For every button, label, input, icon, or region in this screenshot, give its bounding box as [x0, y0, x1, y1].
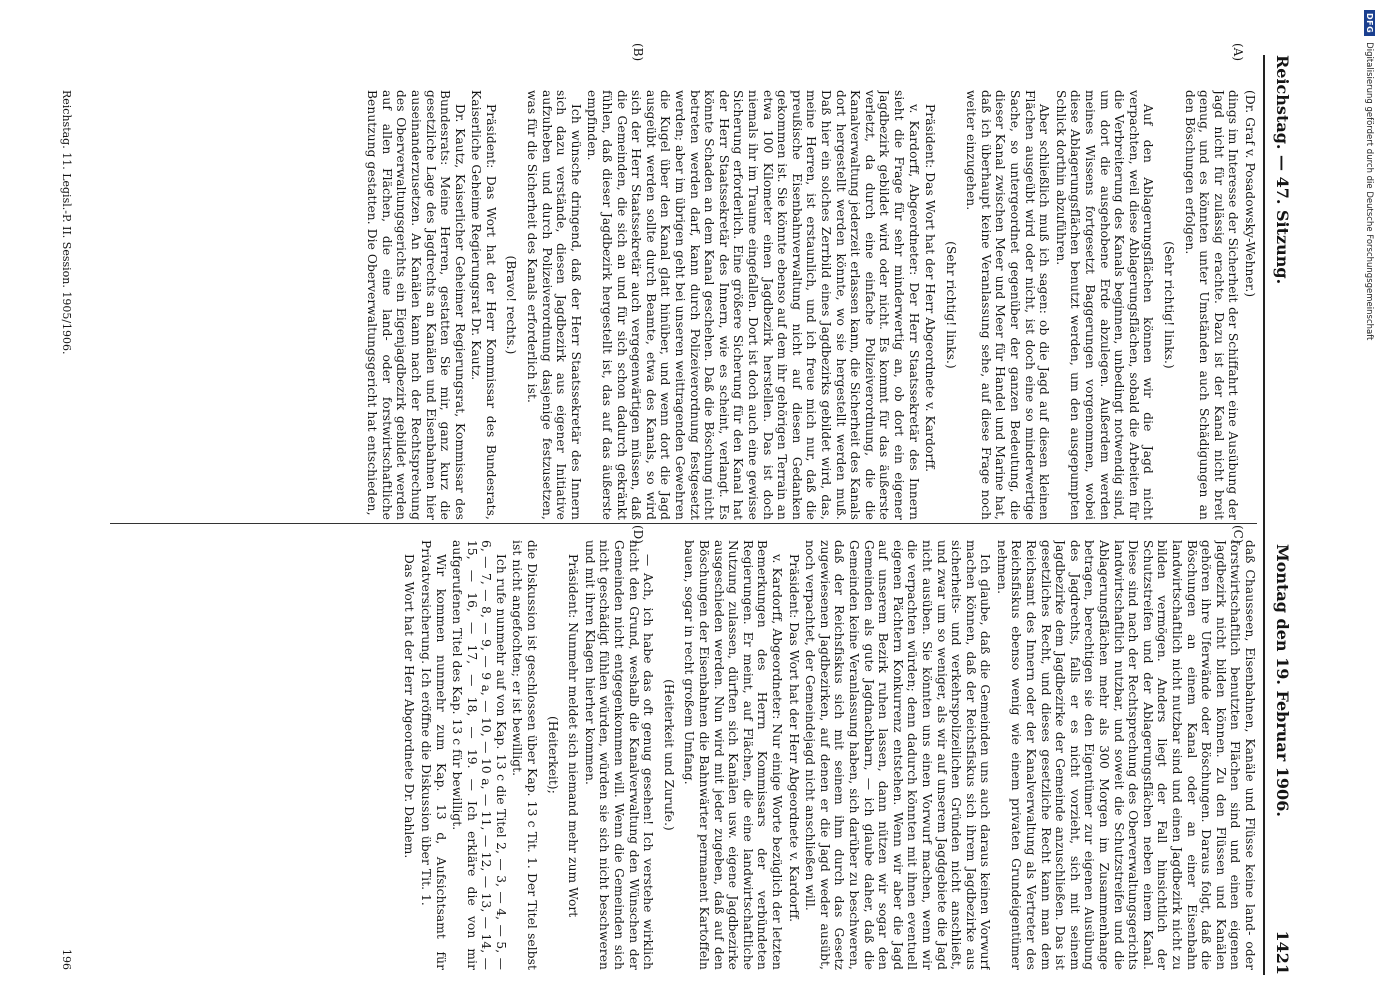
right-column-paragraph: daß Chausseen, Eisenbahnen, Kanäle und Flüsse keine land- oder forstwirtschaftlich benutzten Flächen sind und einen eigenen Jagdbezirk nicht bilden können. Zu den Flüssen und Kanälen gehören ihre Uferwände oder Böschungen. Daraus folgt, daß die Böschungen an einem Kanal oder an einer Eisenbahn landwirtschaftlich nicht nutzbar sind und einen Jagdbezirk nicht zu bilden vermögen. Anders liegt der Fall hinsichtlich der Schutzstreifen und der Ablagerungsflächen neben einem Kanal. Diese sind nach der Rechtsprechung des Oberverwaltungsgerichts landwirtschaftlich nutzbar, und soweit die Schutzstreifen und die Ablagerungsflächen mehr als 300 Morgen im Zusammenhange betragen, berechtigen sie den Eigentümer zur eigenen Ausübung des Jagdrechts, falls er es nicht vorzieht, sich mit seinem Jagdbezirke dem Jagdbezirke der Gemeinde anzuschließen. Das ist gesetzliches Recht, und dieses gesetzliche Recht kann man dem Reichsamt des Innern oder der Kanalverwaltung als Vertreter des Reichsfiskus ebenso wenig wie einem privaten Grundeigentümer nehmen. — [994, 540, 1257, 970]
column-divider — [110, 523, 1257, 524]
right-column — [72, 540, 1257, 970]
footer-sheet-number: 196 — [60, 949, 73, 970]
right-column-paragraph: Wir kommen nunmehr zum Kap. 13 d, Aufsichtsamt für Privatversicherung. Ich eröffne die Diskussion über Tit. 1. — [418, 540, 448, 970]
header-rule — [1263, 55, 1265, 975]
dfg-logo: DFG — [1364, 10, 1375, 36]
page-number: 1421 — [1273, 930, 1293, 975]
right-column-paragraph: Präsident: Nunmehr meldet sich niemand mehr zum Wort — [566, 554, 581, 918]
right-column-paragraph: Das Wort hat der Herr Abgeordnete Dr. Dahlem. — [402, 554, 417, 859]
right-column-paragraph: (Heiterkeit und Zurufe.) — [661, 679, 676, 831]
header-session: Reichstag. — 47. Sitzung. — [1273, 55, 1293, 285]
left-column-paragraph: Präsident: Das Wort hat der Herr Kommissar des Bundesrats, Kaiserliche Geheime Regierungsrat Dr. Kautz. — [469, 90, 498, 520]
footer-session-info: Reichstag. 11. Legisl.-P. II. Session. 1905/1906. — [60, 90, 73, 355]
left-column-paragraph: Präsident: Das Wort hat der Herr Abgeordnete v. Kardorff. — [923, 104, 938, 473]
left-column-paragraph: v. Kardorff, Abgeordneter: Der Herr Staatssekretär des Innern sieht die Frage für sehr minderwertig an, ob dort ein eigener Jagdbezirk gebildet wird oder nicht. Es kommt für das äußerste verletzt, da durch eine einfache Polizeiverordnung, die die Kanalverwaltung jederzeit erlassen kann, die Sicherheit des Kanals dort hergestellt werden könnte, wo sie hergestellt werden muß. Daß hier ein solches Zerrbild eines Jagdbezirks gebildet wird, das, meine Herren, ist erstaunlich, und ich freue mich nur, daß die preußische Eisenbahnverwaltung nicht auf diesen Gedanken gekommen ist. Sie könnte ebenso auf dem ihr gehörigen Terrain an etwa 100 Kilometer einen Jagdbezirk herstellen. Das ist doch niemals ihr im Traume eingefallen. Dort ist doch auch eine gewisse Sicherung erforderlich. Eine größere Sicherung für den Kanal hat der Herr Staatssekretär des Innern, wie es scheint, verlangt. Es könnte Schaden an dem Kanal geschehen. Daß die Böschung nicht betreten werden darf, kann durch Polizeiverordnung festgesetzt werden; aber im übrigen geht bei unseren weittragenden Gewehren die Kugel über den Kanal glatt hinüber, und wenn dort die Jagd ausgeübt werden sollte durch Beamte, etwa des Kanals, so wird sich der Herr Staatssekretär auch vergegenwärtigen müssen, daß die Gemeinden, die sich an und für sich schon dadurch gekränkt fühlen, daß dieser Jagdbezirk hergestellt ist, das auf das äußerste empfinden. — [585, 90, 921, 520]
header-date: Montag den 19. Februar 1906. — [1273, 544, 1293, 817]
margin-marker-d: (D) — [631, 525, 645, 544]
digitization-note — [1364, 10, 1375, 340]
scanned-page — [50, 35, 1305, 995]
page-header — [1269, 55, 1297, 975]
right-column-paragraph: Präsident: Das Wort hat der Herr Abgeordnete v. Kardorff. — [786, 554, 801, 923]
left-column-paragraph: (Sehr richtig! links.) — [1162, 241, 1177, 369]
margin-marker-c: (C) — [1231, 525, 1245, 544]
left-column — [72, 90, 1257, 520]
left-column-paragraph: dings im Interesse der Sicherheit der Schiffahrt eine Ausübung der Jagd nicht für zulässig erachte. Dazu ist der Kanal nicht breit genug, und es könnten unter Umständen auch Schädigungen an den Böschungen erfolgen. — [1182, 90, 1241, 520]
left-column-paragraph: Auf den Ablagerungsflächen können wir die Jagd nicht verpachten, weil diese Ablagerungsflächen, sobald die Arbeiten für die Verbreiterung des Kanals beginnen, unbedingt notwendig sind, um dort die ausgehobene Erde abzulegen. Außerdem werden meines Wissens fortgesetzt Baggerungen vorgenommen, wobei diese Ablagerungsflächen benutzt werden, um den ausgepumpten Schlick dorthin abzuführen. — [1053, 90, 1156, 520]
margin-marker-a: (A) — [1231, 43, 1245, 62]
left-column-paragraph: Ich wünsche dringend, daß der Herr Staatssekretär des Innern sich dazu verstände, diesen Jagdbezirk aus eigener Initiative aufzuheben und durch Polizeiverordnung dasjenige festzusetzen, was für die Sicherheit des Kanals erforderlich ist. — [525, 90, 583, 520]
margin-marker-b: (B) — [631, 43, 645, 62]
left-column-paragraph: Aber schließlich muß ich sagen: ob die Jagd auf diesen kleinen Flächen ausgeübt wird oder nicht, ist doch eine so minderwertige Sache, so untergeordnet gegenüber der ganzen Bedeutung, die dieser Kanal zwischen Meer und Meer für Handel und Marine hat, daß ich überhaupt keine Veranlassung sehe, auf diese Frage noch weiter einzugehen. — [964, 90, 1052, 520]
right-column-paragraph: Ich glaube, daß die Gemeinden uns auch daraus keinen Vorwurf machen können, daß der Reichsfiskus sich ihrem Jagdbezirke aus sicherheits- und verkehrspolizeilichen Gründen nicht anschließt, und zwar um so weniger, als wir auf unserem Jagdgebiete die Jagd nicht ausüben. Sie könnten uns einen Vorwurf machen, wenn wir die verpachten würden; denn dadurch könnten mit ihnen eventuell eigenen Pächtern Konkurrenz entstehen. Wenn wir aber die Jagd auf unserem Bezirk ruhen lassen, dann nützen wir sogar den Gemeinden als gute Jagdnachbarn, — ich glaube daher, daß die Gemeinden keine Veranlassung haben, sich darüber zu beschweren, daß der Reichsfiskus sich mit seinem ihm durch das Gesetz zugewiesenen Jagdbezirken, auf denen er die Jagd weder ausübt, noch verpachtet, der Gemeindejagd nicht anschließen will. — [803, 540, 993, 970]
footer-left — [60, 90, 73, 520]
right-column-paragraph: Ich rufe nunmehr auf von Kap. 13 c die Titel 2, — 3, — 4, — 5, — 6, — 7, — 8, — 9, — 9 a, — 10, — 10 a, — 11, — 12, — 13, — 14, — 15, — 16, — 17, — 18, — 19. — Ich erkläre die von mir aufgerufenen Titel des Kap. 13 c für bewilligt. — [450, 540, 508, 970]
left-column-paragraph: (Dr. Graf v. Posadowsky-Wehner.) — [1243, 90, 1257, 298]
left-column-paragraph: (Sehr richtig! links.) — [943, 241, 958, 369]
left-column-paragraph: Dr. Kautz, Kaiserlicher Geheimer Regierungsrat, Kommissar des Bundesrats: Meine Herren, gestatten Sie mir, ganz kurz die gesetzliche Lage des Jagdrechts an Kanälen und Eisenbahnen hier auseinanderzusetzen. An Kanälen kann nach der Rechtsprechung des Oberverwaltungsgerichts ein Eigenjagdbezirk gebildet werden auf allen Flächen, die eine land- oder forstwirtschaftliche Benutzung gestatten. Die Oberverwaltungsgericht hat entschieden, — [365, 90, 467, 520]
left-column-paragraph: (Bravo! rechts.) — [504, 255, 519, 355]
right-column-paragraph: (Heiterkeit); — [545, 716, 560, 794]
digitization-note-text: Digitalisierung gefördert durch die Deutsche Forschungsgemeinschaft — [1364, 42, 1375, 341]
right-column-paragraph: v. Kardorff, Abgeordneter: Nur einige Worte bezüglich der letzten Bemerkungen des Herrn Kommissars der verbündeten Regierungen. Er meint, auf Flächen, die eine landwirtschaftliche Nutzung zulassen, dürften sich Kanälen usw. eigene Jagdbezirke ausgeschieden werden. Nun wird mit jeder zugeben, daß auf den Böschungen der Eisenbahnen die Bahnwärter permanent Kartoffeln bauen, sogar in recht großem Umfang. — [682, 540, 784, 970]
right-column-paragraph: — Ach, ich habe das oft genug gesehen! Ich verstehe wirklich nicht den Grund, weshalb die Kanalverwaltung den Wünschen der Gemeinden nicht entgegenkommen will. Wenn die Gemeinden sich nicht geschädigt fühlen würden, würden sie sich nicht beschweren und mit ihren Klagen hierher kommen. — [582, 540, 656, 970]
right-column-paragraph: die Diskussion ist geschlossen über Kap. 13 c Tit. 1. Der Titel selbst ist nicht angefochten; er ist bewilligt. — [510, 540, 540, 970]
footer-right — [60, 540, 73, 970]
